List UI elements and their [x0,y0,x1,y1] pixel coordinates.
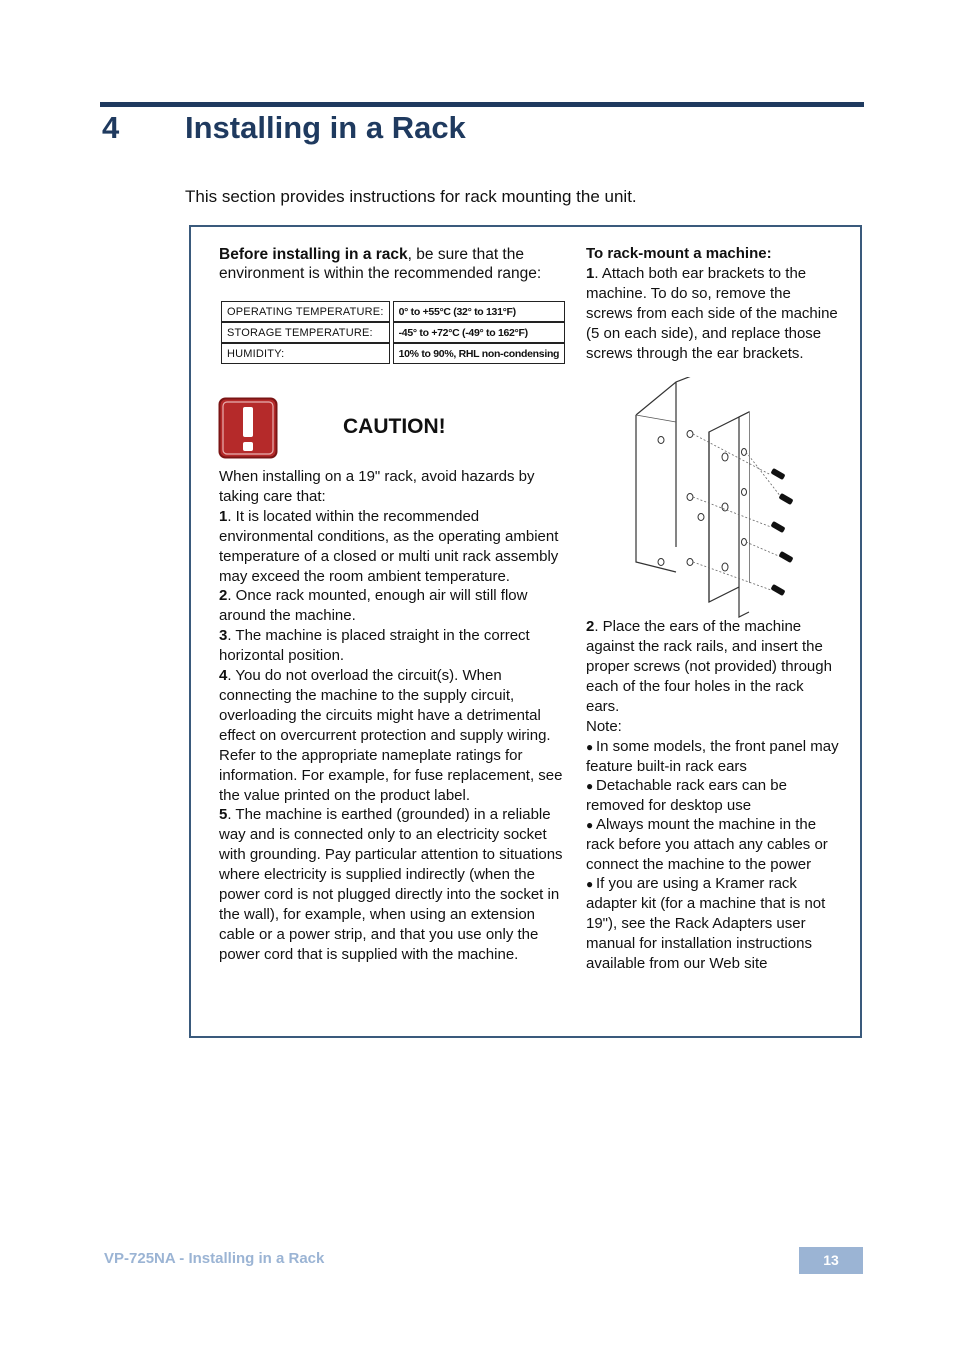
env-value: 0° to +55°C (32° to 131°F) [393,301,566,322]
bullet-icon: ● [586,779,594,793]
caution-item-text: . The machine is placed straight in the correct horizontal position. [219,627,530,665]
rackmount-title-text: To rack-mount a machine: [586,245,772,262]
footer-title: VP-725NA - Installing in a Rack [104,1250,325,1267]
environment-table [218,301,568,364]
list-item [586,815,841,875]
caution-item-number: 4 [219,667,228,685]
rack-install-panel [189,225,862,1038]
caution-item [219,507,571,587]
table-row [221,322,565,343]
note-text: Always mount the machine in the rack before you attach any cables or connect the machine to the power [586,816,828,873]
caution-item-number: 3 [219,627,228,645]
caution-body [219,467,571,965]
caution-item-text: . It is located within the recommended environmental conditions, as the operating ambient temperature of a closed or multi unit rack assembly may exceed the room ambient temperature. [219,507,559,585]
caution-item [219,626,571,666]
rackmount-step2-and-notes [586,617,841,973]
list-item [586,737,841,777]
table-row [221,301,565,322]
caution-item-text: . You do not overload the circuit(s). When connecting the machine to the supply circuit, overloading the circuits might have a detrimental effect on overcurrent protection and supply wiring. Refer to the appropriate nameplate ratings for information. For example, for fuse replacement, see the value printed on the product label. [219,667,563,804]
step-number: 1 [586,265,595,282]
env-label: HUMIDITY: [221,343,390,364]
caution-exclamation-icon [218,397,278,459]
rackmount-title [586,244,841,264]
caution-item-number: 2 [219,587,228,605]
caution-item-text: . The machine is earthed (grounded) in a reliable way and is connected only to an electricity socket with grounding. Pay particular attention to situations where electricity is supplied indirectly (when the power cord is not plugged directly into the socket in the wall), for example, when using an extension cable or a power strip, and that you use only the power cord that is supplied with the machine. [219,806,563,963]
caution-intro: When installing on a 19" rack, avoid hazards by taking care that: [219,468,535,505]
table-row [221,343,565,364]
chapter-number: 4 [102,110,120,145]
step-number: 2 [586,618,595,635]
env-label: OPERATING TEMPERATURE: [221,301,390,322]
env-label: STORAGE TEMPERATURE: [221,322,390,343]
intro-text: This section provides instructions for rack mounting the unit. [185,187,637,206]
step-text: . Place the ears of the machine against the rack rails, and insert the proper screws (not provided) through each of the four holes in the rack ears. [586,618,832,715]
env-value: -45° to +72°C (-49° to 162°F) [393,322,566,343]
caution-title: CAUTION! [343,415,446,438]
caution-item [219,666,571,805]
caution-item [219,805,571,964]
list-item [586,776,841,816]
environment-intro-bold: Before installing in a rack [219,246,408,263]
notes-list [586,737,841,974]
note-text: If you are using a Kramer rack adapter kit (for a machine that is not 19"), see the Rack Adapters user manual for installation instructions available from our Web site [586,875,826,972]
environment-intro [219,245,569,283]
chapter-title: Installing in a Rack [185,110,466,145]
note-text: In some models, the front panel may feature built-in rack ears [586,738,839,775]
environment-intro-rest: , be sure that the environment is within the recommended range: [219,246,542,282]
note-text: Detachable rack ears can be removed for desktop use [586,777,787,814]
rack-ear-diagram [631,377,811,622]
caution-item-number: 1 [219,507,228,525]
page-number: 13 [799,1247,863,1274]
env-value: 10% to 90%, RHL non-condensing [393,343,566,364]
rackmount-steps [586,244,841,364]
rackmount-step [586,264,841,364]
list-item [586,874,841,974]
rackmount-step [586,617,841,717]
bullet-icon: ● [586,818,594,832]
top-rule [100,102,864,107]
bullet-icon: ● [586,877,594,891]
bullet-icon: ● [586,740,594,754]
caution-item-number: 5 [219,806,228,824]
step-text: . Attach both ear brackets to the machine. To do so, remove the screws from each side of the machine (5 on each side), and replace those screws through the ear brackets. [586,265,838,362]
caution-item [219,586,571,626]
caution-item-text: . Once rack mounted, enough air will still flow around the machine. [219,587,528,625]
note-label: Note: [586,718,622,735]
